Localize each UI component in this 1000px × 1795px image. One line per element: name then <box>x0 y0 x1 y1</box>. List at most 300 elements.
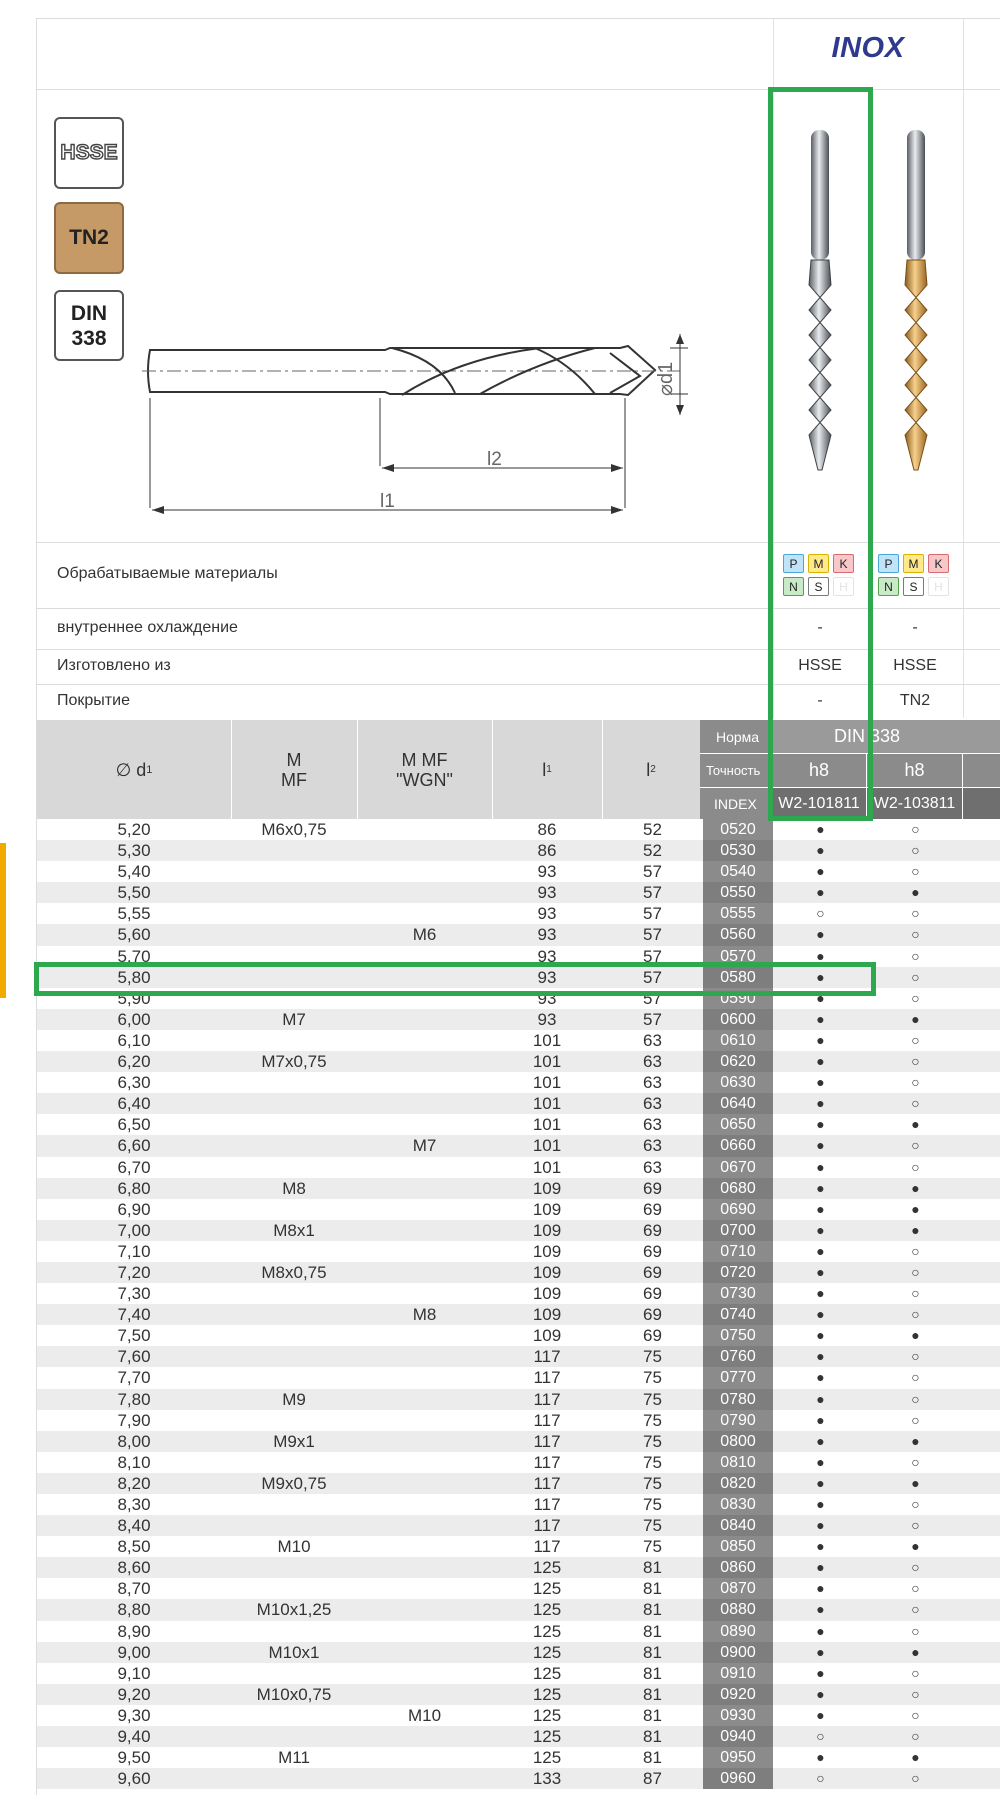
cell-thread-m: M10 <box>277 1537 311 1557</box>
cell-l2: 81 <box>643 1727 662 1747</box>
cell-stock-tin: ● <box>911 884 920 901</box>
cell-stock-tin: ○ <box>911 1158 920 1175</box>
accuracy-label: Точность <box>700 754 772 787</box>
table-row[interactable] <box>37 1578 1000 1599</box>
table-row[interactable] <box>37 1747 1000 1768</box>
cell-l2: 81 <box>643 1579 662 1599</box>
header-wgn-line2: "WGN" <box>396 769 453 790</box>
material-s: S <box>903 577 924 596</box>
material-groups-tin <box>878 554 949 596</box>
cell-index: 0780 <box>703 1389 773 1410</box>
cell-thread-m <box>231 1557 357 1578</box>
cell-stock-tin: ○ <box>911 1137 920 1154</box>
cell-stock-inox: ● <box>816 1559 825 1576</box>
cell-l1: 109 <box>532 1284 562 1304</box>
cell-thread-m: M9x0,75 <box>261 1473 327 1493</box>
cell-stock-tin: ○ <box>911 821 920 837</box>
cell-l1: 109 <box>532 1220 562 1240</box>
table-row[interactable] <box>37 1199 1000 1220</box>
prop-material-col2: HSSE <box>893 657 937 674</box>
cell-diameter: 5,30 <box>117 841 151 861</box>
cell-index: 0880 <box>703 1599 773 1620</box>
cell-index: 0840 <box>703 1515 773 1536</box>
cell-thread-m <box>231 1114 357 1135</box>
cell-thread-m <box>231 1515 357 1536</box>
cell-l2: 81 <box>643 1642 662 1662</box>
prop-material-label: Изготовлено из <box>57 657 171 674</box>
prop-cooling-col1: - <box>817 619 823 636</box>
cell-thread-wgn <box>357 1199 492 1220</box>
cell-thread-m <box>231 840 357 861</box>
table-row[interactable] <box>37 1684 1000 1705</box>
cell-stock-tin: ● <box>911 1179 920 1196</box>
header-l2 <box>602 720 700 819</box>
table-row[interactable] <box>37 1157 1000 1178</box>
cell-thread-wgn <box>357 1051 492 1072</box>
material-badge: HSSE <box>54 117 124 189</box>
table-row[interactable] <box>37 861 1000 882</box>
table-row[interactable] <box>37 1599 1000 1620</box>
cell-thread-wgn <box>357 1283 492 1304</box>
header-wgn-line1: M MF <box>401 749 448 770</box>
cell-stock-inox: ● <box>816 1749 825 1766</box>
header-d1-sub: 1 <box>146 763 153 776</box>
norm-badge <box>54 290 124 361</box>
cell-l2: 52 <box>643 841 662 861</box>
cell-stock-tin: ○ <box>911 1517 920 1534</box>
cell-stock-tin: ○ <box>911 1496 920 1512</box>
cell-thread-wgn <box>357 1642 492 1663</box>
cell-l2: 75 <box>643 1410 662 1430</box>
cell-l1: 117 <box>533 1431 561 1451</box>
cell-index: 0820 <box>703 1473 773 1494</box>
cell-index: 0690 <box>703 1199 773 1220</box>
cell-l1: 101 <box>532 1094 562 1114</box>
cell-diameter: 8,50 <box>117 1537 151 1557</box>
cell-l2: 57 <box>643 925 662 945</box>
material-m: M <box>808 554 829 573</box>
cell-l1: 125 <box>532 1705 562 1725</box>
header-l2-text: l <box>646 759 651 780</box>
cell-l2: 57 <box>643 904 662 924</box>
table-row[interactable] <box>37 819 1000 840</box>
cell-l2: 69 <box>643 1241 662 1261</box>
cell-diameter: 5,40 <box>117 862 151 882</box>
cell-thread-m: M8 <box>282 1178 306 1198</box>
cell-l1: 93 <box>537 988 557 1008</box>
cell-l1: 109 <box>532 1241 562 1261</box>
cell-l1: 101 <box>532 1030 562 1050</box>
cell-index: 0950 <box>703 1747 773 1768</box>
cell-thread-m <box>231 1367 357 1388</box>
cell-stock-inox: ● <box>816 1263 825 1280</box>
cell-stock-tin: ○ <box>911 1622 920 1639</box>
cell-thread-m <box>231 1135 357 1156</box>
cell-thread-wgn <box>357 1367 492 1388</box>
cell-stock-inox: ● <box>816 1580 825 1597</box>
cell-stock-inox: ● <box>816 1453 825 1470</box>
table-row[interactable] <box>37 903 1000 924</box>
cell-stock-tin: ● <box>911 1749 920 1766</box>
cell-thread-wgn <box>357 1663 492 1684</box>
cell-diameter: 6,80 <box>117 1178 151 1198</box>
cell-l1: 117 <box>533 1537 561 1557</box>
table-row[interactable] <box>37 1410 1000 1431</box>
cell-thread-m: M6x0,75 <box>261 820 327 839</box>
cell-stock-inox: ● <box>816 989 825 1006</box>
table-row[interactable] <box>37 1431 1000 1452</box>
cell-thread-m <box>231 1325 357 1346</box>
table-row[interactable] <box>37 1135 1000 1156</box>
cell-thread-m: M9 <box>282 1389 306 1409</box>
cell-thread-wgn <box>357 1262 492 1283</box>
cell-index: 0570 <box>703 946 773 967</box>
material-p: P <box>878 554 899 573</box>
cell-l1: 125 <box>532 1642 562 1662</box>
norm-badge-line1: DIN <box>70 301 108 325</box>
cell-stock-tin: ○ <box>911 1306 920 1323</box>
cell-thread-wgn <box>357 1220 492 1241</box>
accuracy-col2: h8 <box>867 754 962 787</box>
cell-l1: 93 <box>537 946 557 966</box>
cell-l1: 125 <box>532 1748 562 1768</box>
cell-thread-wgn <box>357 1621 492 1642</box>
table-row[interactable] <box>37 1346 1000 1367</box>
cell-l1: 93 <box>537 862 557 882</box>
cell-diameter: 6,20 <box>117 1052 151 1072</box>
cell-thread-m <box>231 882 357 903</box>
table-row[interactable] <box>37 1114 1000 1135</box>
cell-diameter: 5,60 <box>117 925 151 945</box>
cell-l1: 125 <box>532 1684 562 1704</box>
table-row[interactable] <box>37 1030 1000 1051</box>
cell-thread-wgn <box>357 1030 492 1051</box>
table-row[interactable] <box>37 1494 1000 1515</box>
cell-l2: 69 <box>643 1284 662 1304</box>
cell-l1: 125 <box>532 1558 562 1578</box>
cell-thread-wgn <box>357 903 492 924</box>
table-row[interactable] <box>37 1663 1000 1684</box>
cell-index: 0710 <box>703 1241 773 1262</box>
table-row[interactable] <box>37 882 1000 903</box>
cell-stock-inox: ● <box>816 1242 825 1259</box>
cell-index: 0940 <box>703 1726 773 1747</box>
cell-index: 0750 <box>703 1325 773 1346</box>
cell-thread-wgn <box>357 1241 492 1262</box>
cell-l2: 69 <box>643 1220 662 1240</box>
cell-stock-tin: ○ <box>911 863 920 880</box>
cell-index: 0910 <box>703 1663 773 1684</box>
cell-l2: 75 <box>643 1347 662 1367</box>
cell-l2: 75 <box>643 1431 662 1451</box>
cell-index: 0580 <box>703 967 773 988</box>
cell-stock-tin: ● <box>911 1116 920 1133</box>
cell-index: 0680 <box>703 1178 773 1199</box>
brand-title: INOX <box>831 32 905 64</box>
cell-index: 0640 <box>703 1093 773 1114</box>
cell-stock-inox: ○ <box>816 1728 825 1745</box>
table-row[interactable] <box>37 1262 1000 1283</box>
cell-stock-inox: ● <box>816 1474 825 1491</box>
cell-stock-tin: ○ <box>911 905 920 922</box>
cell-stock-inox: ○ <box>816 905 825 922</box>
cell-l2: 81 <box>643 1705 662 1725</box>
coating-badge: TN2 <box>54 202 124 274</box>
header-l1 <box>492 720 602 819</box>
cell-l1: 101 <box>532 1136 562 1156</box>
cell-index: 0930 <box>703 1705 773 1726</box>
cell-l1: 93 <box>537 904 557 924</box>
cell-stock-tin: ○ <box>911 1369 920 1386</box>
index-col2: W2-103811 <box>867 788 962 819</box>
cell-stock-tin: ○ <box>911 1263 920 1280</box>
cell-l1: 93 <box>537 1009 557 1029</box>
cell-stock-inox: ● <box>816 842 825 859</box>
cell-l1: 117 <box>533 1347 561 1367</box>
cell-stock-tin: ○ <box>911 1285 920 1302</box>
cell-stock-tin: ○ <box>911 842 920 859</box>
cell-index: 0590 <box>703 988 773 1009</box>
table-row[interactable] <box>37 1536 1000 1557</box>
cell-l2: 57 <box>643 862 662 882</box>
cell-thread-m <box>231 1726 357 1747</box>
cell-stock-inox: ● <box>816 1010 825 1027</box>
table-row[interactable] <box>37 1473 1000 1494</box>
cell-thread-m <box>231 1578 357 1599</box>
cell-stock-inox: ● <box>816 1685 825 1702</box>
cell-stock-inox: ● <box>816 1538 825 1555</box>
table-row[interactable] <box>37 924 1000 945</box>
cell-stock-tin: ○ <box>911 1074 920 1091</box>
prop-cooling-label: внутреннее охлаждение <box>57 619 238 636</box>
cell-stock-tin: ○ <box>911 926 920 943</box>
cell-thread-wgn <box>357 1452 492 1473</box>
cell-diameter: 9,30 <box>117 1705 151 1725</box>
cell-diameter: 8,70 <box>117 1579 151 1599</box>
table-row[interactable] <box>37 1304 1000 1325</box>
cell-stock-tin: ● <box>911 1643 920 1660</box>
cell-diameter: 9,10 <box>117 1663 151 1683</box>
cell-thread-m <box>231 1494 357 1515</box>
cell-thread-m <box>231 1030 357 1051</box>
cell-stock-inox: ● <box>816 1053 825 1070</box>
cell-stock-tin: ○ <box>911 1053 920 1070</box>
cell-index: 0810 <box>703 1452 773 1473</box>
table-row[interactable] <box>37 1705 1000 1726</box>
cell-l2: 69 <box>643 1326 662 1346</box>
cell-diameter: 9,50 <box>117 1748 151 1768</box>
cell-l1: 101 <box>532 1115 562 1135</box>
cell-diameter: 9,00 <box>117 1642 151 1662</box>
table-row[interactable] <box>37 1726 1000 1747</box>
cell-l2: 57 <box>643 988 662 1008</box>
table-row[interactable] <box>37 1051 1000 1072</box>
table-row[interactable] <box>37 1325 1000 1346</box>
cell-diameter: 8,60 <box>117 1558 151 1578</box>
cell-thread-m <box>231 924 357 945</box>
cell-thread-m: M11 <box>278 1748 310 1768</box>
cell-stock-tin: ○ <box>911 989 920 1006</box>
cell-thread-m <box>231 1304 357 1325</box>
cell-thread-m <box>231 1410 357 1431</box>
cell-stock-inox: ● <box>816 1158 825 1175</box>
cell-diameter: 7,70 <box>117 1368 151 1388</box>
prop-materials-label: Обрабатываемые материалы <box>57 565 278 582</box>
cell-thread-m <box>231 1093 357 1114</box>
table-row[interactable] <box>37 1009 1000 1030</box>
cell-diameter: 6,00 <box>117 1009 151 1029</box>
header-m-line1: M <box>286 749 302 770</box>
table-row[interactable] <box>37 1367 1000 1388</box>
table-row[interactable] <box>37 1220 1000 1241</box>
drill-drawing <box>140 318 700 528</box>
norm-label: Норма <box>700 720 772 753</box>
header-thread-wgn <box>357 720 492 819</box>
cell-diameter: 6,40 <box>117 1094 151 1114</box>
table-row[interactable] <box>37 1093 1000 1114</box>
cell-l2: 57 <box>643 967 662 987</box>
cell-stock-inox: ● <box>816 1622 825 1639</box>
cell-thread-m <box>231 1241 357 1262</box>
cell-thread-wgn <box>357 1431 492 1452</box>
index-ext <box>963 788 1000 819</box>
prop-material-col1: HSSE <box>798 657 842 674</box>
cell-l2: 57 <box>643 1009 662 1029</box>
cell-stock-inox: ● <box>816 926 825 943</box>
cell-stock-tin: ○ <box>911 1411 920 1428</box>
table-row[interactable] <box>37 1283 1000 1304</box>
header-thread-m <box>231 720 357 819</box>
cell-thread-wgn <box>357 1114 492 1135</box>
cell-stock-inox: ● <box>816 1306 825 1323</box>
table-row[interactable] <box>37 1621 1000 1642</box>
accuracy-ext <box>963 754 1000 787</box>
cell-thread-wgn <box>357 1009 492 1030</box>
cell-stock-tin: ● <box>911 1432 920 1449</box>
index-label: INDEX <box>700 788 772 819</box>
cell-l2: 81 <box>643 1600 662 1620</box>
material-p: P <box>783 554 804 573</box>
cell-l1: 109 <box>532 1178 562 1198</box>
cell-thread-wgn <box>357 1578 492 1599</box>
side-tab[interactable] <box>0 843 6 998</box>
cell-stock-inox: ● <box>816 1031 825 1048</box>
cell-thread-wgn <box>357 1072 492 1093</box>
cell-diameter: 7,30 <box>117 1284 151 1304</box>
cell-stock-tin: ○ <box>911 1664 920 1681</box>
cell-l2: 75 <box>643 1368 662 1388</box>
material-h: H <box>928 577 949 596</box>
cell-thread-wgn: M7 <box>412 1136 437 1156</box>
cell-thread-wgn <box>357 1093 492 1114</box>
cell-diameter: 8,20 <box>117 1473 151 1493</box>
cell-stock-tin: ○ <box>911 968 920 985</box>
cell-thread-wgn: M6 <box>412 925 437 945</box>
cell-l2: 75 <box>643 1495 662 1514</box>
prop-coating-label: Покрытие <box>57 692 130 709</box>
cell-thread-m <box>231 1346 357 1367</box>
material-k: K <box>928 554 949 573</box>
cell-index: 0630 <box>703 1072 773 1093</box>
table-row[interactable] <box>37 1178 1000 1199</box>
cell-diameter: 6,10 <box>117 1030 151 1050</box>
cell-diameter: 7,90 <box>117 1410 151 1430</box>
cell-l1: 117 <box>533 1410 561 1430</box>
cell-diameter: 8,40 <box>117 1516 151 1536</box>
table-row[interactable] <box>37 1515 1000 1536</box>
cell-stock-tin: ○ <box>911 1095 920 1112</box>
cell-stock-inox: ● <box>816 1095 825 1112</box>
cell-l1: 86 <box>537 820 557 839</box>
cell-stock-inox: ● <box>816 1643 825 1660</box>
cell-l1: 86 <box>537 841 557 861</box>
cell-diameter: 5,80 <box>117 967 151 987</box>
cell-diameter: 7,40 <box>117 1305 151 1325</box>
cell-stock-tin: ○ <box>911 1685 920 1702</box>
cell-stock-inox: ● <box>816 1664 825 1681</box>
material-n: N <box>783 577 804 596</box>
cell-stock-inox: ● <box>816 1411 825 1428</box>
header-d1-text: ∅ d <box>115 759 147 780</box>
cell-stock-inox: ● <box>816 1285 825 1302</box>
cell-thread-m: M9x1 <box>273 1431 315 1451</box>
cell-l2: 63 <box>643 1094 662 1114</box>
cell-l2: 81 <box>643 1684 662 1704</box>
table-row[interactable] <box>37 1389 1000 1410</box>
table-row[interactable] <box>37 1642 1000 1663</box>
cell-thread-m <box>231 1663 357 1684</box>
cell-l2: 69 <box>643 1178 662 1198</box>
cell-index: 0830 <box>703 1494 773 1515</box>
cell-thread-wgn <box>357 861 492 882</box>
cell-thread-wgn <box>357 1768 492 1789</box>
table-row[interactable] <box>37 1768 1000 1789</box>
cell-diameter: 7,80 <box>117 1389 151 1409</box>
cell-diameter: 5,20 <box>117 820 151 839</box>
cell-stock-inox: ● <box>816 1706 825 1723</box>
cell-thread-m <box>231 1199 357 1220</box>
cell-l2: 75 <box>643 1473 662 1493</box>
cell-index: 0650 <box>703 1114 773 1135</box>
cell-diameter: 8,10 <box>117 1452 151 1472</box>
norm-value-ext <box>962 720 1000 753</box>
table-row[interactable] <box>37 1452 1000 1473</box>
norm-value: DIN 338 <box>772 720 962 753</box>
highlight-column <box>768 87 873 821</box>
cell-index: 0700 <box>703 1220 773 1241</box>
table-row[interactable] <box>37 1241 1000 1262</box>
cell-thread-m <box>231 1768 357 1789</box>
cell-thread-m: M7x0,75 <box>261 1052 327 1072</box>
cell-thread-m: M8x1 <box>273 1220 315 1240</box>
cell-thread-m: M10x0,75 <box>256 1684 332 1704</box>
cell-l2: 81 <box>643 1558 662 1578</box>
material-s: S <box>808 577 829 596</box>
cell-index: 0890 <box>703 1621 773 1642</box>
table-row[interactable] <box>37 1072 1000 1093</box>
cell-stock-tin: ○ <box>911 1559 920 1576</box>
cell-diameter: 6,60 <box>117 1136 151 1156</box>
cell-stock-inox: ● <box>816 863 825 880</box>
cell-stock-inox: ● <box>816 1390 825 1407</box>
table-row[interactable] <box>37 1557 1000 1578</box>
table-row[interactable] <box>37 840 1000 861</box>
drill-image-tin <box>896 125 936 485</box>
cell-stock-tin: ● <box>911 1327 920 1344</box>
cell-index: 0610 <box>703 1030 773 1051</box>
cell-l2: 69 <box>643 1199 662 1219</box>
cell-l2: 63 <box>643 1115 662 1135</box>
